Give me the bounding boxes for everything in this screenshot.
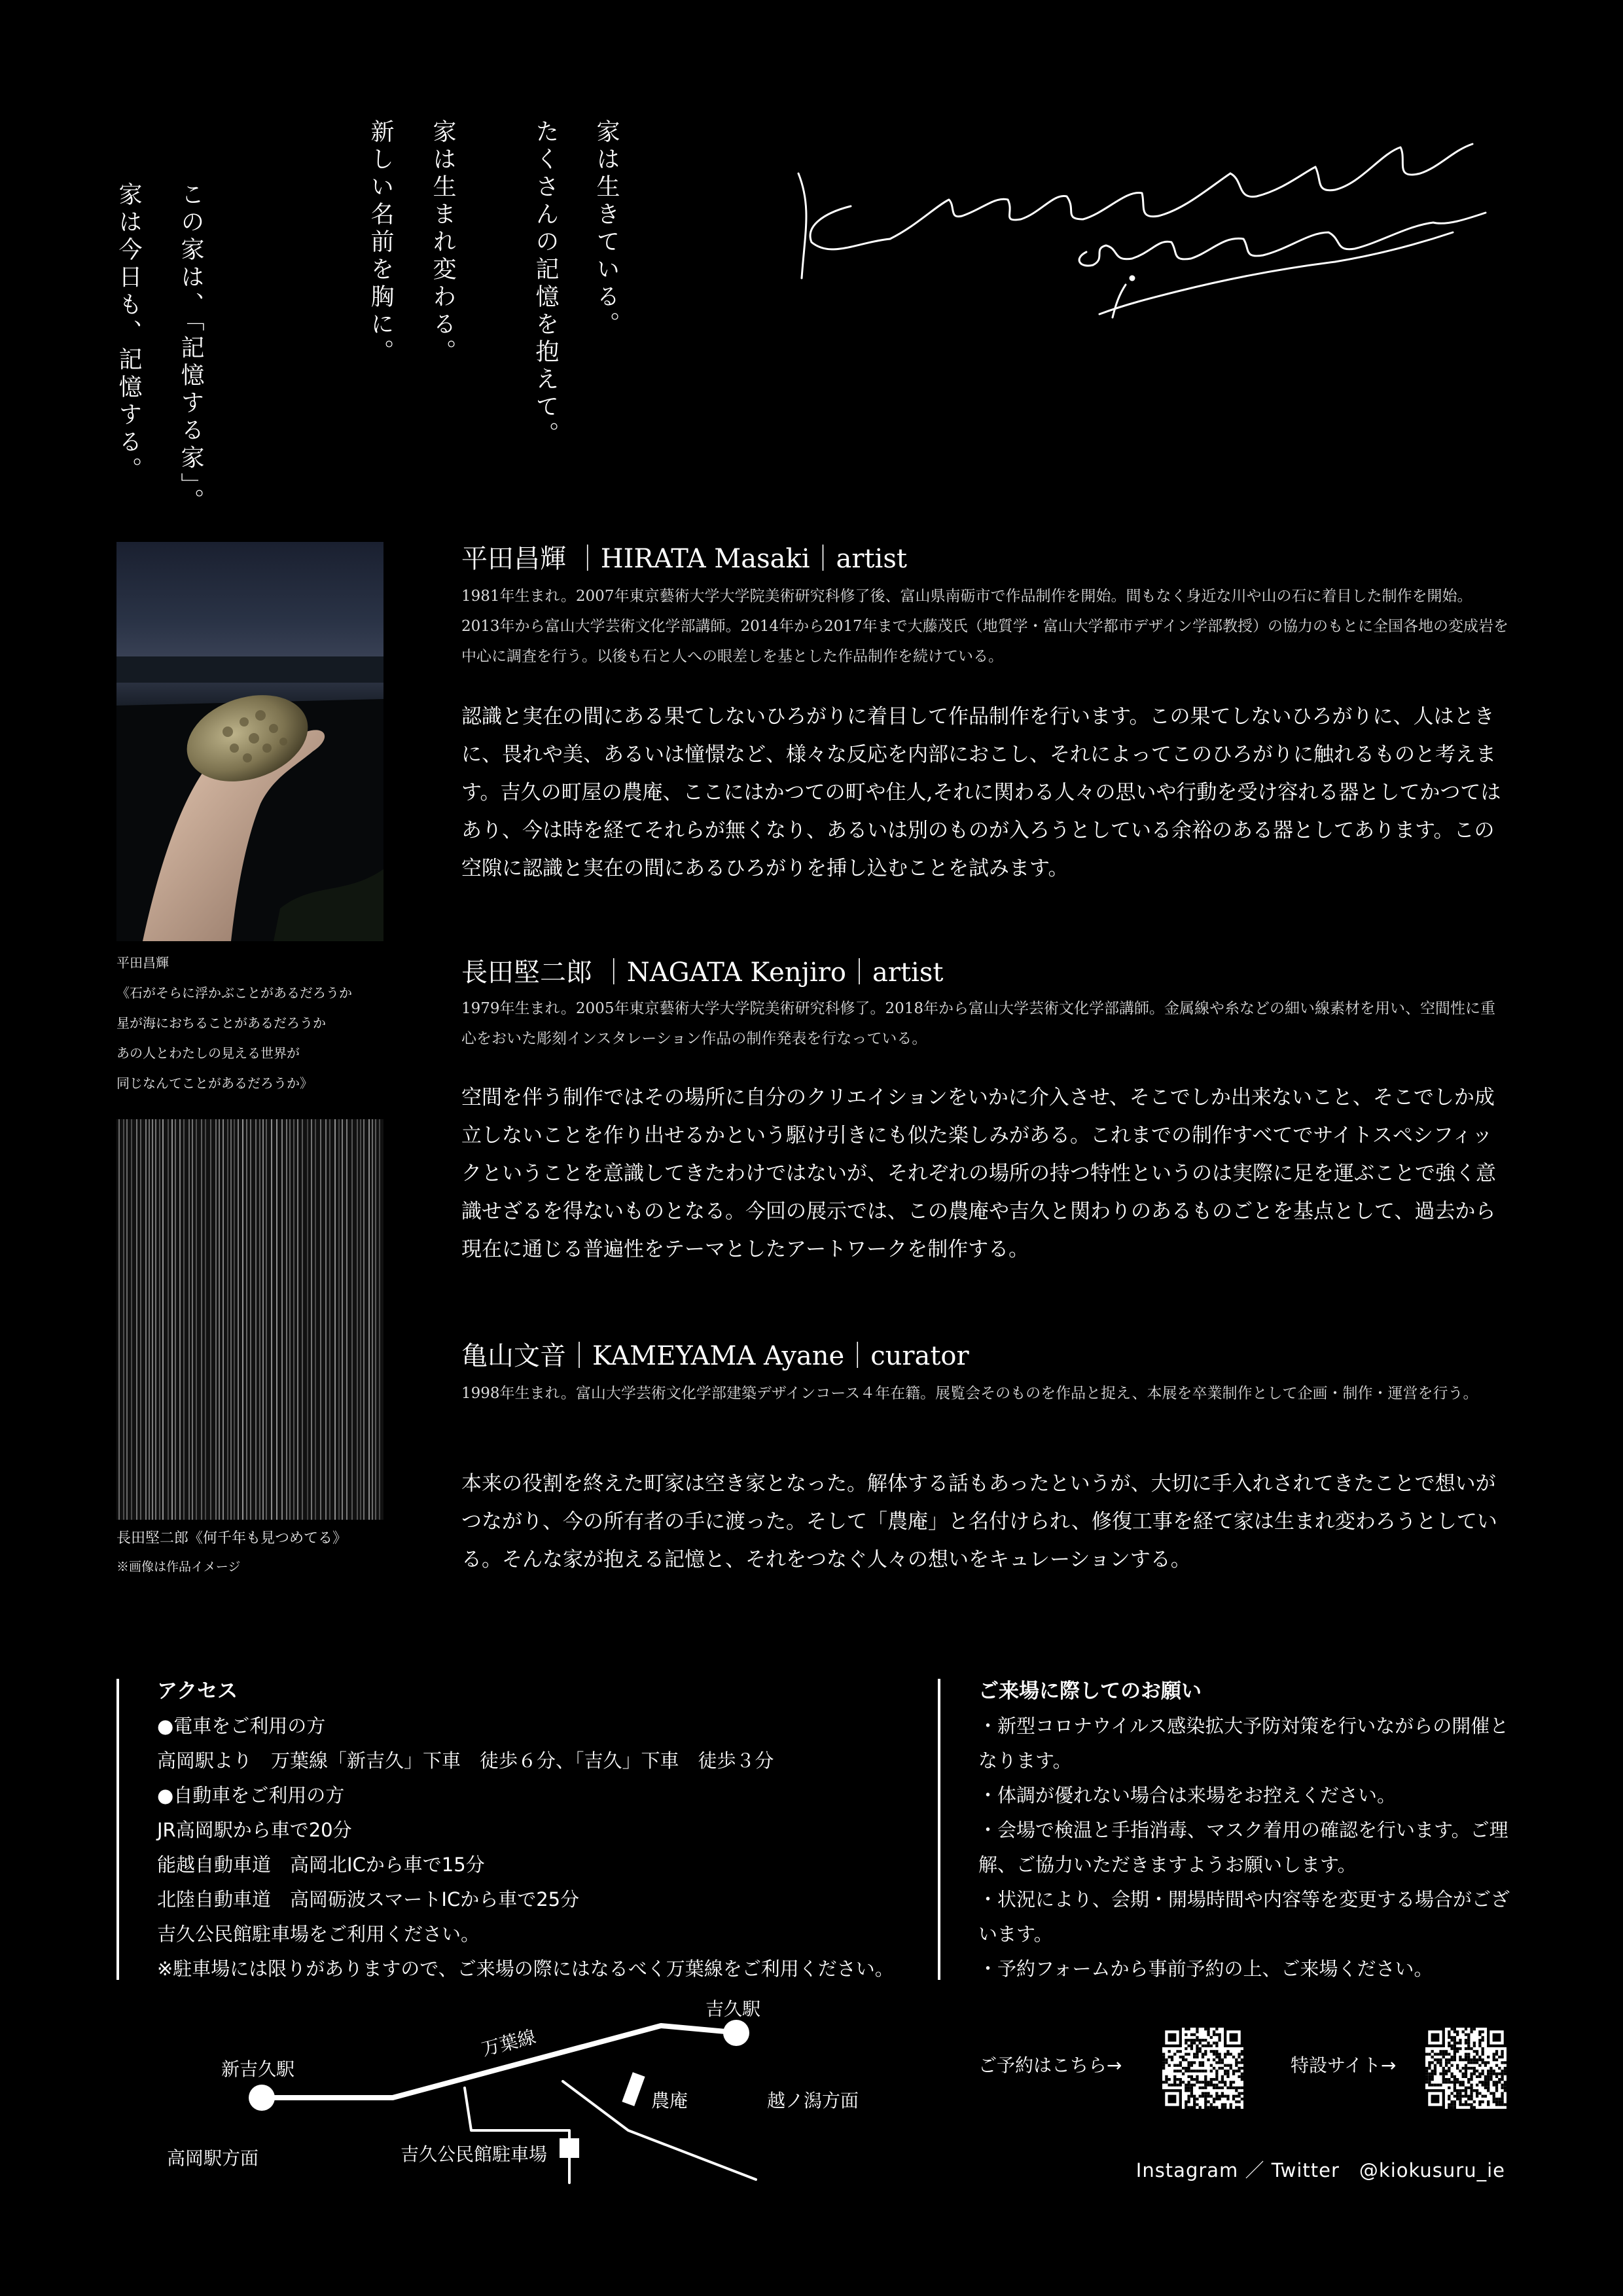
site-qr-code[interactable] (1425, 2028, 1507, 2109)
access-title: アクセス (157, 1679, 238, 1703)
caption-line: あの人とわたしの見える世界が (116, 1045, 300, 1061)
map-label-shinyoshihisa: 新吉久駅 (221, 2058, 295, 2080)
notice-line: ・体調が優れない場合は来場をお控えください。 (978, 1784, 1397, 1806)
caption-line: 同じなんてことがあるだろうか》 (116, 1075, 313, 1091)
photo-nagata-lines (116, 1119, 383, 1520)
noan-building-icon (622, 2072, 645, 2106)
map-label-koshinogata: 越ノ潟方面 (767, 2090, 859, 2111)
artist-heading-nagata: 長田堅二郎 ｜NAGATA Kenjiro｜artist (461, 958, 944, 988)
notice-line: ・会場で検温と手指消毒、マスク着用の確認を行います。ご理解、ご協力いただきますようお願いします。 (978, 1819, 1508, 1876)
social-handle[interactable]: Instagram ／ Twitter @kiokusuru_ie (1135, 2159, 1505, 2181)
reserve-link[interactable]: ご予約はこちら→ (978, 2054, 1122, 2076)
caption-line: 長田堅二郎《何千年も見つめてる》 (116, 1530, 348, 1547)
notice-section (978, 1674, 1515, 1986)
caption-photo-hirata (116, 948, 352, 1098)
map-label-manyo-line: 万葉線 (479, 2026, 539, 2060)
access-line: ※駐車場には限りがありますので、ご来場の際にはなるべく万葉線をご利用ください。 (157, 1958, 894, 1980)
artist-statement-hirata: 認識と実在の間にある果てしないひろがりに着目して作品制作を行います。この果てしないひろがりに、人はときに、畏れや美、あるいは憧憬など、様々な反応を内部におこし、それによってこのひろがりに触れるものと考えます。吉久の町屋の農庵、ここにはかつての町や住人,それに関わる人々の思いや行動を受け容れる器としてかつてはあり、今は時を経てそれらが無くなり、あるいは別のものが入ろうとしている余裕のある器としてあります。この空隙に認識と実在の間にあるひろがりを挿し込むことを試みます。 (461, 705, 1501, 880)
access-divider (116, 1679, 119, 1980)
access-section (157, 1674, 894, 1986)
map-label-takaoka: 高岡駅方面 (167, 2147, 259, 2169)
access-line: ●電車をご利用の方 (157, 1715, 326, 1737)
parking-icon (560, 2138, 579, 2158)
notice-title: ご来場に際してのお願い (978, 1679, 1202, 1703)
access-line: ●自動車をご利用の方 (157, 1784, 345, 1806)
notice-line: ・状況により、会期・開場時間や内容等を変更する場合がございます。 (978, 1888, 1510, 1945)
access-line: 吉久公民館駐車場をご利用ください。 (157, 1923, 480, 1945)
caption-line: 平田昌輝 (116, 955, 169, 971)
curator-statement-kameyama: 本来の役割を終えた町家は空き家となった。解体する話もあったというが、大切に手入れされてきたことで想いがつながり、今の所有者の手に渡った。そして「農庵」と名付けられ、修復工事を経て家は生まれ変わろうとしている。そんな家が抱える記憶と、それをつなぐ人々の想いをキュレーションする。 (461, 1472, 1497, 1571)
access-line: 能越自動車道 高岡北ICから車で15分 (157, 1854, 485, 1876)
artist-bio-hirata: 1981年生まれ。2007年東京藝術大学大学院美術研究科修了後、富山県南砺市で作品制作を開始。間もなく身近な川や山の石に着目した制作を開始。2013年から富山大学芸術文化学部講師。2014年から2017年まで大藤茂氏（地質学・富山大学都市デザイン学部教授）の協力のもとに全国各地の変成岩を中心に調査を行う。以後も石と人への眼差しを基とした作品制作を続けている。 (461, 588, 1508, 665)
access-line: 北陸自動車道 高岡砺波スマートICから車で25分 (157, 1888, 580, 1910)
curator-heading-kameyama: 亀山文音｜KAMEYAMA Ayane｜curator (461, 1341, 969, 1371)
map-label-noan: 農庵 (651, 2090, 688, 2111)
poem-line-3: 家は生まれ変わる。 (429, 119, 456, 367)
poem-line-4: 新しい名前を胸に。 (367, 119, 394, 367)
notice-line: ・新型コロナウイルス感染拡大予防対策を行いながらの開催となります。 (978, 1715, 1509, 1772)
photo-hirata-stone (116, 542, 383, 941)
kiokusuru-ie-logo (785, 128, 1518, 344)
poem-line-6: 家は今日も、記憶する。 (115, 182, 142, 484)
caption-photo-nagata (116, 1524, 347, 1580)
artist-bio-nagata: 1979年生まれ。2005年東京藝術大学大学院美術研究科修了。2018年から富山大学芸術文化学部講師。金属線や糸などの細い線素材を用い、空間性に重心をおいた彫刻インスタレーション作品の制作発表を行なっている。 (461, 1000, 1495, 1047)
notice-divider (938, 1679, 940, 1980)
map-label-parking: 吉久公民館駐車場 (401, 2144, 548, 2165)
caption-line: ※画像は作品イメージ (116, 1560, 241, 1574)
curator-bio-kameyama: 1998年生まれ。富山大学芸術文化学部建築デザインコース４年在籍。展覧会そのものを作品と捉え、本展を卒業制作として企画・制作・運営を行う。 (461, 1385, 1478, 1402)
notice-line: ・予約フォームから事前予約の上、ご来場ください。 (978, 1958, 1433, 1980)
poem-line-5: この家は、「記憶する家」。 (177, 182, 204, 516)
access-line: 高岡駅より 万葉線「新吉久」下車 徒歩６分、「吉久」下車 徒歩３分 (157, 1749, 774, 1772)
caption-line: 星が海におちることがあるだろうか (116, 1015, 326, 1031)
caption-line: 《石がそらに浮かぶことがあるだろうか (116, 985, 352, 1001)
poem-line-2: たくさんの記憶を抱えて。 (532, 119, 559, 449)
map-label-yoshihisa: 吉久駅 (705, 1998, 761, 2020)
artist-statement-nagata: 空間を伴う制作ではその場所に自分のクリエイションをいかに介入させ、そこでしか出来ないこと、そこでしか成立しないことを作り出せるかという駆け引きにも似た楽しみがある。これまでの制作すべてでサイトスペシフィックということを意識してきたわけではないが、それぞれの場所の持つ特性というのは実際に足を運ぶことで強く意識せざるを得ないものとなる。今回の展示では、この農庵や吉久と関わりのあるものごとを基点として、過去から現在に通じる普遍性をテーマとしたアートワークを制作する。 (461, 1086, 1496, 1261)
reserve-qr-code[interactable] (1162, 2028, 1243, 2109)
artist-heading-hirata: 平田昌輝 ｜HIRATA Masaki｜artist (461, 544, 907, 574)
access-line: JR高岡駅から車で20分 (157, 1819, 352, 1841)
poem-line-1: 家は生きている。 (593, 119, 620, 339)
site-link[interactable]: 特設サイト→ (1291, 2054, 1397, 2076)
